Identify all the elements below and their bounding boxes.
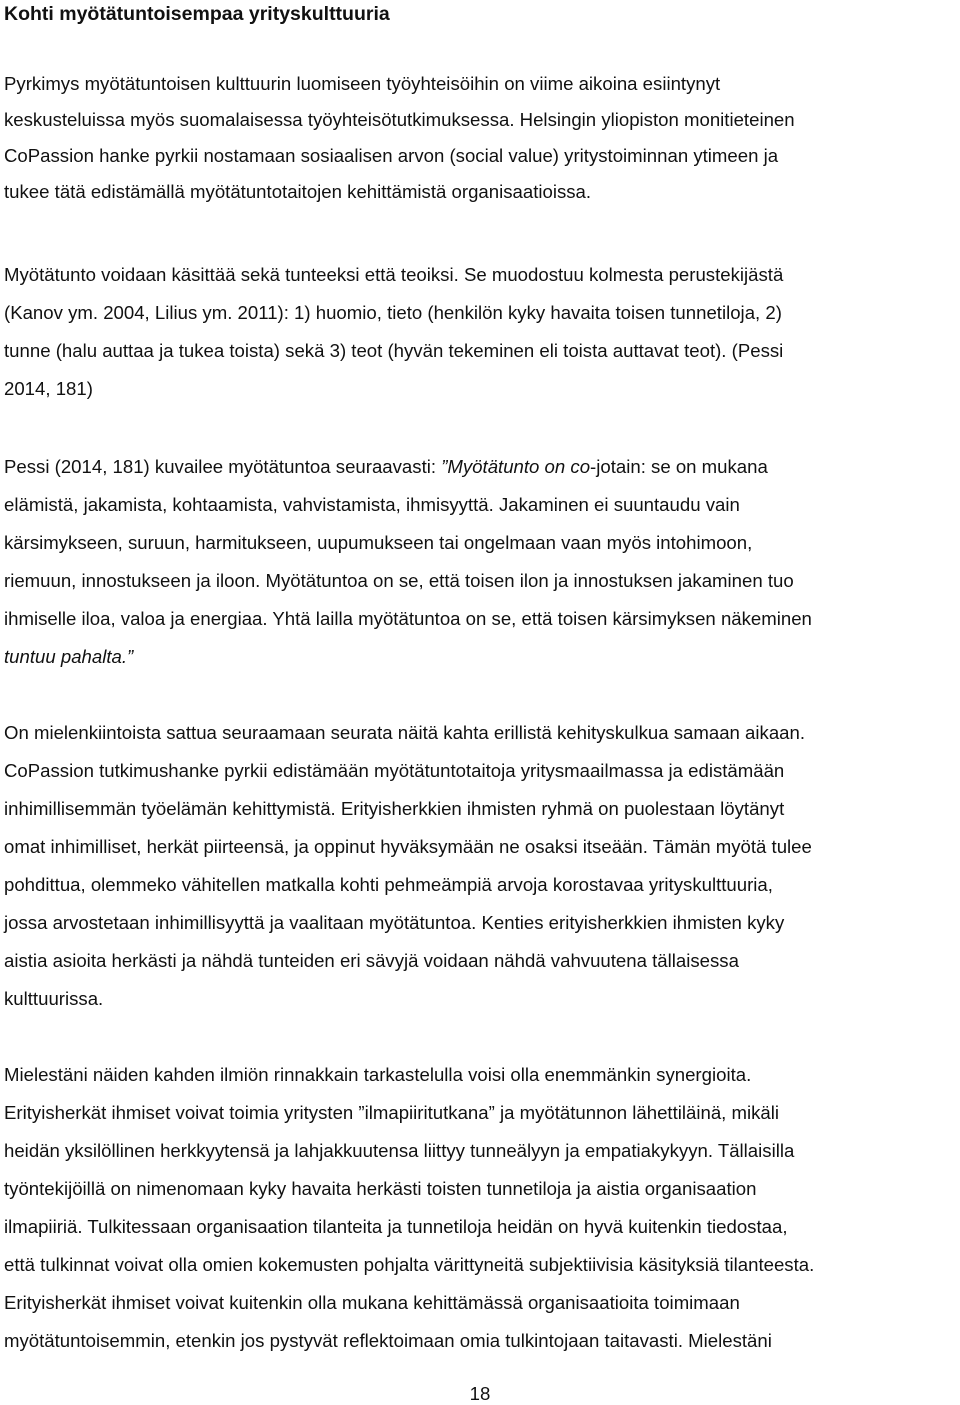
paragraph-line: myötätuntoisemmin, etenkin jos pystyvät reflektoimaan omia tulkintojaan taitavasti. Mielestäni [4,1330,772,1351]
paragraph-line: (Kanov ym. 2004, Lilius ym. 2011): 1) huomio, tieto (henkilön kyky havaita toisen tunnetiloja, 2) [4,302,782,323]
paragraph-5 [4,1056,959,1360]
paragraph-line: kärsimykseen, suruun, harmitukseen, uupumukseen tai ongelmaan vaan myös intohimoon, [4,532,753,553]
paragraph-line: tukee tätä edistämällä myötätuntotaitojen kehittämistä organisaatioissa. [4,181,592,202]
paragraph-line: tunne (halu auttaa ja tukea toista) sekä 3) teot (hyvän tekeminen eli toista auttavat teot). (Pessi [4,340,784,361]
paragraph-line: elämistä, jakamista, kohtaamista, vahvistamista, ihmisyyttä. Jakaminen ei suuntaudu vain [4,494,740,515]
paragraph-line: 2014, 181) [4,378,93,399]
paragraph-line: Pyrkimys myötätuntoisen kulttuurin luomiseen työyhteisöihin on viime aikoina esiintynyt [4,73,721,94]
paragraph-line: pohdittua, olemmeko vähitellen matkalla kohti pehmeämpiä arvoja korostavaa yrityskulttuuria, [4,874,773,895]
paragraph-1 [4,66,959,210]
section-heading: Kohti myötätuntoisempaa yrityskulttuuria [4,3,390,25]
paragraph-line: On mielenkiintoista sattua seuraamaan seurata näitä kahta erillistä kehityskulkua samaan aikaan. [4,722,806,743]
paragraph-line: CoPassion hanke pyrkii nostamaan sosiaalisen arvon (social value) yritystoiminnan ytimeen ja [4,145,779,166]
paragraph-line: riemuun, innostukseen ja iloon. Myötätuntoa on se, että toisen ilon ja innostuksen jakaminen tuo [4,570,794,591]
paragraph-line: ihmiselle iloa, valoa ja energiaa. Yhtä lailla myötätuntoa on se, että toisen kärsimyksen näkeminen [4,608,812,629]
paragraph-line: jossa arvostetaan inhimillisyyttä ja vaalitaan myötätuntoa. Kenties erityisherkkien ihmisten kyky [4,912,785,933]
paragraph-line: aistia asioita herkästi ja nähdä tunteiden eri sävyjä voidaan nähdä vahvuutena tällaisessa [4,950,739,971]
quote-italic: ”Myötätunto on co [441,456,591,477]
paragraph-line: että tulkinnat voivat olla omien kokemusten pohjalta värittyneitä subjektiivisia käsityksiä tilanteesta. [4,1254,815,1275]
paragraph-line: Erityisherkät ihmiset voivat toimia yritysten ”ilmapiiritutkana” ja myötätunnon lähettiläinä, mikäli [4,1102,780,1123]
paragraph-3 [4,448,959,676]
paragraph-line: Mielestäni näiden kahden ilmiön rinnakkain tarkastelulla voisi olla enemmänkin synergioita. [4,1064,752,1085]
paragraph-line: keskusteluissa myös suomalaisessa työyhteisötutkimuksessa. Helsingin yliopiston monitieteinen [4,109,795,130]
paragraph-line-italic: tuntuu pahalta.” [4,646,134,667]
paragraph-line: ilmapiiriä. Tulkitessaan organisaation tilanteita ja tunnetiloja heidän on hyvä kuitenkin tiedostaa, [4,1216,788,1237]
paragraph-line: omat inhimilliset, herkät piirteensä, ja oppinut hyväksymään ne osaksi itseään. Tämän myötä tulee [4,836,812,857]
paragraph-line [4,448,959,486]
paragraph-line: Erityisherkät ihmiset voivat kuitenkin olla mukana kehittämässä organisaatioita toimimaan [4,1292,740,1313]
page-number: 18 [469,1383,491,1404]
paragraph-2 [4,256,959,408]
paragraph-line: Myötätunto voidaan käsittää sekä tunteeksi että teoiksi. Se muodostuu kolmesta perustekijästä [4,264,784,285]
line-text: -jotain: se on mukana [590,456,768,477]
paragraph-line: inhimillisemmän työelämän kehittymistä. Erityisherkkien ihmisten ryhmä on puolestaan löytänyt [4,798,785,819]
paragraph-4 [4,714,959,1018]
paragraph-line: työntekijöillä on nimenomaan kyky havaita herkästi toisten tunnetiloja ja aistia organisaation [4,1178,757,1199]
paragraph-line: kulttuurissa. [4,988,104,1009]
line-text: Pessi (2014, 181) kuvailee myötätuntoa seuraavasti: [4,456,442,477]
paragraph-line: heidän yksilöllinen herkkyytensä ja lahjakkuutensa liittyy tunneälyyn ja empatiakykyyn. Tällaisilla [4,1140,795,1161]
paragraph-line: CoPassion tutkimushanke pyrkii edistämään myötätuntotaitoja yritysmaailmassa ja edistämään [4,760,785,781]
